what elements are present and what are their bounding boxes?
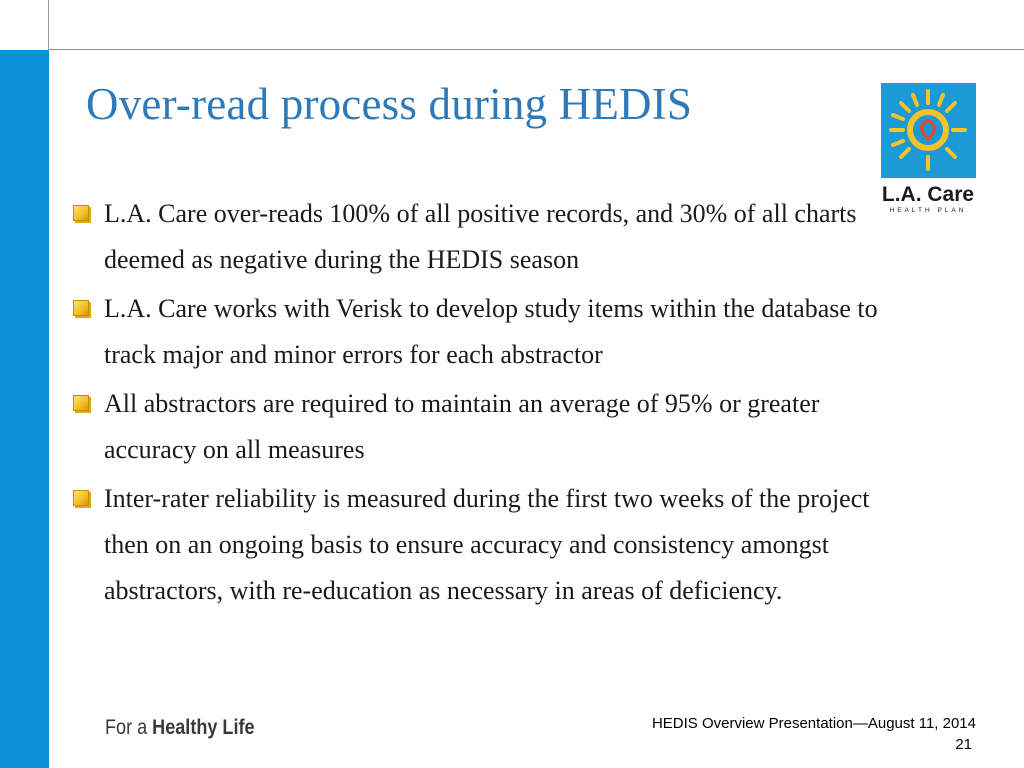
slide-title: Over-read process during HEDIS [86, 79, 693, 129]
square-bullet-icon [73, 300, 89, 316]
header-divider [49, 49, 1024, 50]
tagline-emphasis: Healthy Life [152, 716, 255, 739]
bullet-text: All abstractors are required to maintain an average of 95% or greater accuracy on all measures [104, 389, 820, 464]
footer-presentation-title: HEDIS Overview Presentation—August 11, 2014 [651, 715, 976, 732]
bullet-text: Inter-rater reliability is measured during the first two weeks of the project then on an ongoing basis to ensure accuracy and consistency amongst abstractors, with re-education as necessary in areas of deficiency. [104, 484, 870, 605]
square-bullet-icon [73, 205, 89, 221]
bullet-text: L.A. Care works with Verisk to develop study items within the database to track major and minor errors for each abstractor [104, 294, 878, 369]
square-bullet-icon [73, 395, 89, 411]
bullet-item [70, 191, 900, 283]
bullet-item [70, 381, 900, 473]
bullet-item [70, 286, 900, 378]
tagline-prefix: For a [105, 716, 153, 739]
bullet-list [70, 191, 900, 617]
logo-name: L.A. Care [881, 183, 975, 206]
page-number: 21 [955, 736, 972, 753]
bullet-text: L.A. Care over-reads 100% of all positive records, and 30% of all charts deemed as negative during the HEDIS season [104, 199, 857, 274]
left-accent-bar [0, 0, 49, 768]
tagline [105, 716, 255, 740]
logo-subtitle: HEALTH PLAN [889, 207, 967, 213]
left-bar-header-block [0, 0, 49, 50]
bullet-item [70, 476, 900, 614]
square-bullet-icon [73, 490, 89, 506]
